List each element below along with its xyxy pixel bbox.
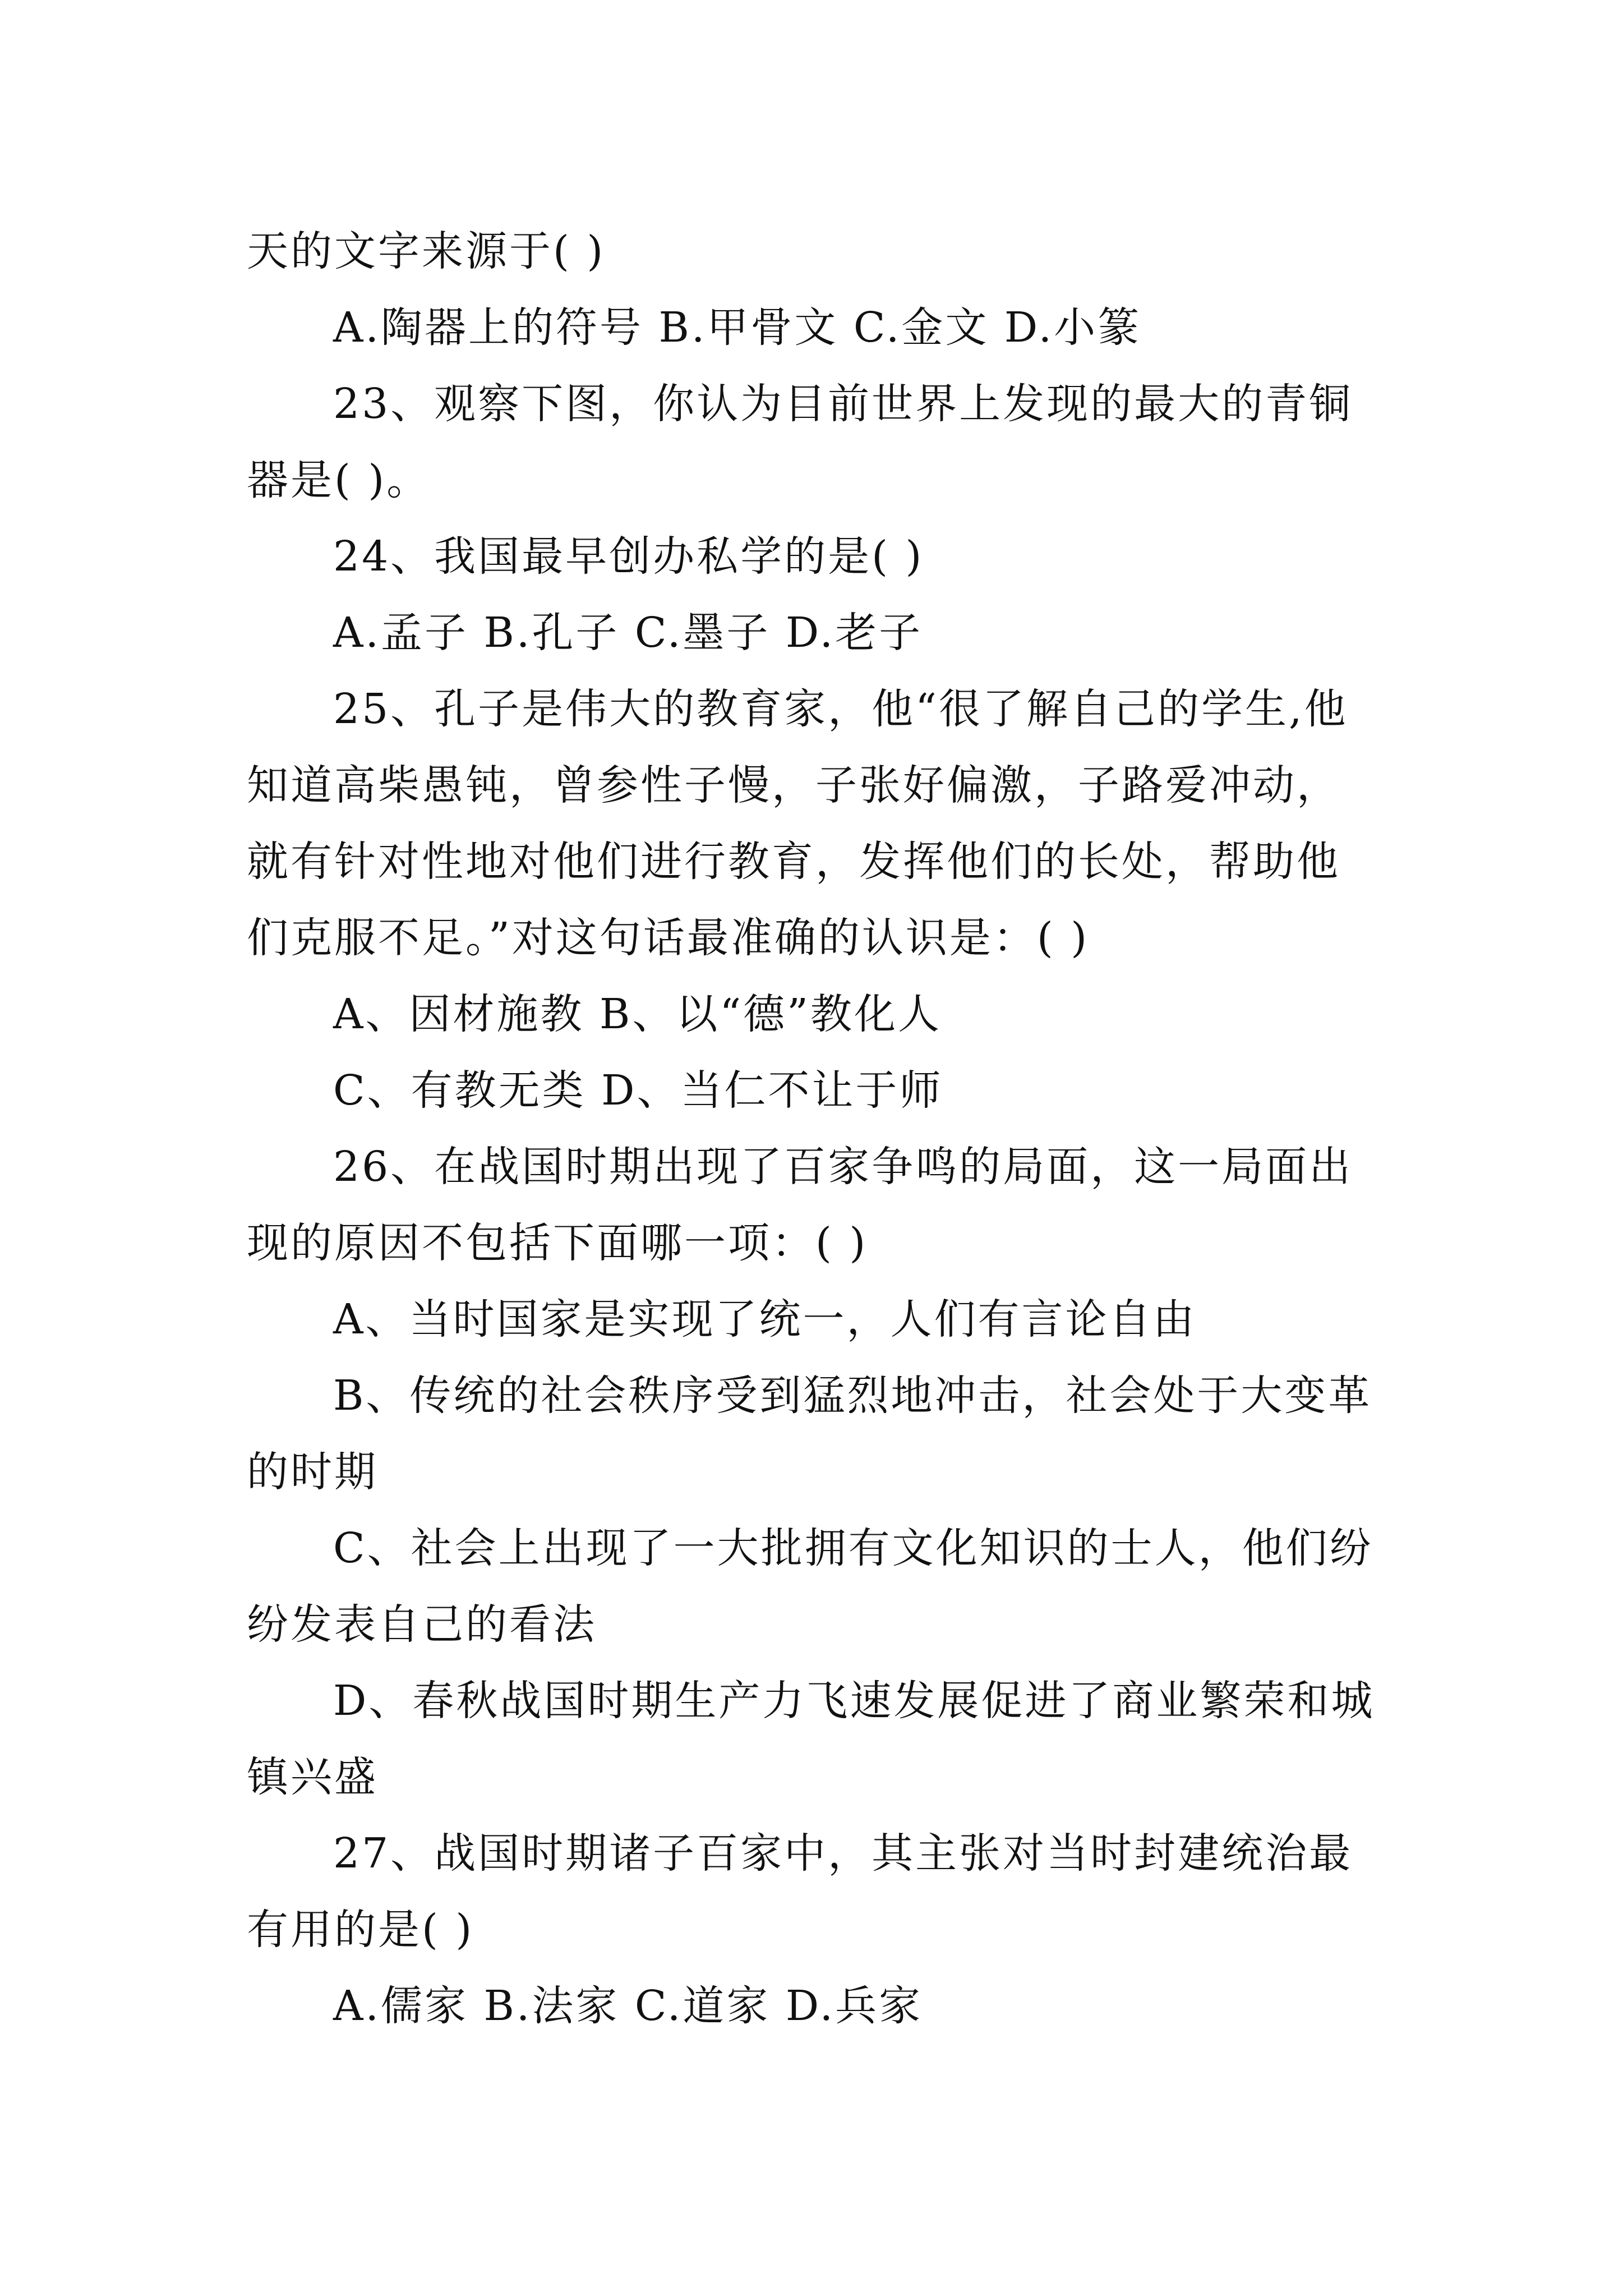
question-27-options: A.儒家 B.法家 C.道家 D.兵家	[333, 1982, 923, 2030]
question-22-options: A.陶器上的符号 B.甲骨文 C.金文 D.小篆	[333, 303, 1142, 352]
question-25-options-cd: C、有教无类 D、当仁不让于师	[333, 1066, 943, 1115]
question-25: 25、孔子是伟大的教育家，他“很了解自己的学生,他知道高柴愚钝，曾参性子慢，子张好偏激，子路爱冲动，就有针对性地对他们进行教育，发挥他们的长处，帮助他们克服不足。”对这句话最准确的认识是：( )	[247, 685, 1348, 962]
document-body	[247, 213, 1380, 2044]
question-26-option-c: C、社会上出现了一大批拥有文化知识的士人，他们纷纷发表自己的看法	[247, 1524, 1373, 1649]
question-26-option-d: D、春秋战国时期生产力飞速发展促进了商业繁荣和城镇兴盛	[247, 1677, 1375, 1801]
question-26-option-b: B、传统的社会秩序受到猛烈地冲击，社会处于大变革的时期	[247, 1372, 1372, 1496]
question-27: 27、战国时期诸子百家中，其主张对当时封建统治最有用的是( )	[247, 1829, 1353, 1954]
question-24: 24、我国最早创办私学的是( )	[333, 532, 924, 581]
question-26: 26、在战国时期出现了百家争鸣的局面，这一局面出现的原因不包括下面哪一项：( )	[247, 1143, 1353, 1267]
question-25-options-ab: A、因材施教 B、以“德”教化人	[333, 990, 942, 1038]
question-26-option-a: A、当时国家是实现了统一，人们有言论自由	[333, 1295, 1197, 1343]
question-22-continuation: 天的文字来源于( )	[247, 227, 606, 275]
question-24-options: A.孟子 B.孔子 C.墨子 D.老子	[333, 609, 923, 657]
question-23: 23、观察下图，你认为目前世界上发现的最大的青铜器是( )。	[247, 380, 1353, 504]
